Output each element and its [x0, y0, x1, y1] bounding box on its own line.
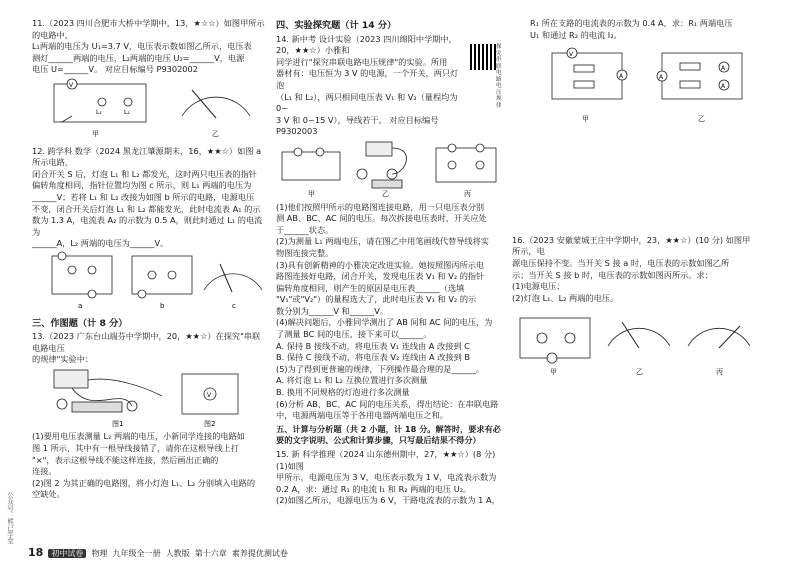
q14-sub-line: 路图连接好电路，闭合开关，发现电压表 V₁ 和 V₂ 的指针 [276, 271, 485, 282]
q11-line: L₁两端的电压为 U₁=3.7 V，电压表示数如图乙所示，电压表 [32, 41, 252, 52]
q13-figure [32, 366, 268, 428]
q14-subquestions [276, 202, 506, 422]
q14-figure [276, 138, 506, 198]
footer-title: 素养提优测试卷 [231, 549, 288, 558]
q13-fig-label-2: 图2 [204, 419, 216, 428]
q12-line: 数为 1.3 A，电流表 A₂ 的示数为 0.5 A，则此时通过 L₁ 的电流为 [32, 215, 263, 237]
q14-sub-line: 于______状态。 [276, 224, 334, 235]
question-15 [276, 449, 506, 507]
footer-brand: 初中试卷 [48, 549, 86, 558]
svg-text:A: A [721, 83, 726, 91]
qr-caption: 探究串联电路电压规律 [496, 44, 502, 109]
column-middle [276, 18, 506, 507]
q15-line: 甲所示，电源电压为 3 V，电压表示数为 1 V，电流表示数为 [276, 472, 497, 483]
q13-sub-line: (2)图 2 为其正确的电路图，将小灯泡 L₁、L₂ 分别填入电路的 [32, 477, 256, 488]
q14-fig-label-a: 甲 [308, 189, 315, 198]
q12-line: 偏转角度相同，指针位置均为图 c 所示，则 L₁ 两端的电压为 [32, 180, 252, 191]
q16-line: 示；当开关 S 接 b 时，电压表的示数如图丙所示。求： [512, 269, 713, 280]
qr-code-icon [470, 44, 496, 70]
svg-text:L₂: L₂ [124, 108, 130, 116]
footer-edition: 人教版 [165, 549, 190, 558]
q13-sub-line: "×"，表示这根导线不能这样连接，然后画出正确的 [32, 454, 219, 465]
q14-sub-line: B. 换用不同规格的灯泡进行多次测量 [276, 387, 410, 398]
q11-line: 测灯______两端的电压，L₂两端的电压 U₂=______V，电源 [32, 52, 245, 63]
q16-line: 16.（2023 安徽蒙城王庄中学期中，23，★★☆）(10 分) 如图甲所示，电 [512, 234, 751, 257]
question-16 [512, 235, 758, 382]
footer-grade: 九年级全一册 [112, 549, 161, 558]
section-3-heading: 三、作图题（计 8 分） [32, 317, 128, 329]
column-right [512, 18, 758, 382]
question-13 [32, 331, 268, 501]
q12-line: 12. 跨学科 数学（2024 黑龙江肇源期末，16，★★☆）如图 a 所示电路， [32, 145, 262, 168]
q13-line: 的规律"实验中： [32, 354, 94, 365]
svg-text:L₁: L₁ [96, 108, 102, 116]
q13-sub-line: 连接。 [32, 466, 57, 477]
q14-line: （L₁ 和 L₂），两只相同电压表 V₁ 和 V₂（量程均为 0~ [276, 91, 458, 114]
q13-fig-label-1: 图1 [112, 419, 124, 428]
q12-line: 闭合开关 S 后，灯泡 L₁ 和 L₂ 都发光，这时两只电压表的指针 [32, 168, 257, 179]
q13-sub-line: (1)要用电压表测量 L₂ 两端的电压，小新同学连接的电路如 [32, 431, 245, 442]
q12-figure [32, 250, 268, 312]
svg-text:A: A [659, 74, 664, 82]
q16-line: 源电压保持不变。当开关 S 接 a 时，电压表的示数如图乙所 [512, 257, 730, 268]
q14-line: 14. 新中考 设计实验（2023 四川绵阳中学期中，20，★★☆）小雅和 [276, 33, 457, 56]
question-12 [32, 146, 268, 316]
q13-line: 13.（2023 广东台山端芬中学期中，20，★★☆）在探究"串联电路电压 [32, 331, 261, 353]
svg-text:V: V [207, 391, 212, 399]
footer-subject: 物理 [91, 549, 108, 558]
q15-line: 15. 新 科学推理（2024 山东德州期中，27，★★☆）(8 分)(1)如图 [276, 449, 496, 471]
q14-sub-line: "V₁"或"V₂"）的量程选大了，此时电压表 V₁ 和 V₂ 的示 [276, 294, 477, 305]
q12-fig-label-a: a [78, 301, 83, 310]
q12-line: 不变，闭合开关后灯泡 L₁ 和 L₂ 都能发光，此时电流表 A₁ 的示 [32, 203, 261, 214]
q12-line: ______A，L₂ 两端的电压为______V。 [32, 238, 169, 249]
q15-figure [512, 41, 758, 125]
q14-sub-line: (2)为测量 L₁ 两端电压，请在图乙中用笔画线代替导线将实 [276, 236, 489, 247]
side-watermark: 公众号：熊已学堂 [6, 492, 14, 544]
question-14 [276, 34, 466, 138]
q11-fig-label-b: 乙 [212, 129, 219, 138]
q14-sub-line: 数分别为______V 和______V。 [276, 305, 389, 316]
q14-sub-line: (1)他们按照甲所示的电路图连接电路，用一只电压表分别 [276, 201, 485, 212]
q14-sub-line: (5)为了得到更普遍的规律，下列操作最合理的是______。 [276, 363, 485, 374]
q16-fig-label-a: 甲 [550, 368, 557, 377]
q11-line: 电压 U=______V。 对应目标编号 P9302002 [32, 64, 198, 75]
q14-sub-line: (6)分析 AB、BC、AC 间的电压关系，得出结论：在串联电路 [276, 398, 499, 409]
q16-figure [512, 304, 758, 378]
q11-figure [32, 76, 268, 142]
q14-sub-line: 测 AB、BC、AC 间的电压。每次拆接电压表时，开关应处 [276, 213, 487, 224]
q15-line: 0.2 A，求：通过 R₁ 的电流 I₁ 和 R₂ 两端的电压 U₂。 [276, 483, 472, 494]
footer-chapter: 第十六章 [194, 549, 227, 558]
question-11 [32, 18, 268, 146]
q14-sub-line: 偏转角度相同，则产生的原因是电压表______（选填 [276, 282, 465, 293]
blank-answer-space [512, 129, 758, 235]
q12-fig-label-c: c [232, 301, 236, 310]
q11-fig-label-a: 甲 [92, 129, 99, 138]
q16-line: (2)灯泡 L₁、L₂ 两端的电压。 [512, 292, 619, 303]
question-15-continued [512, 18, 758, 41]
q13-sub-line: 空缺处。 [32, 489, 65, 500]
q14-sub-line: 中，电源两端电压等于各用电器两端电压之和。 [276, 410, 448, 421]
q16-fig-label-c: 丙 [716, 368, 723, 377]
q15-line: (2)如图乙所示，电源电压为 6 V，干路电流表的示数为 1 A， [276, 495, 500, 506]
q14-sub-line: A. 将灯泡 L₁ 和 L₂ 互换位置进行多次测量 [276, 375, 428, 386]
q14-line: 3 V 和 0~15 V），导线若干。 对应目标编号 P9302003 [276, 114, 439, 137]
svg-text:V: V [569, 51, 574, 59]
q12-line: ______V；若将 L₁ 和 L₂ 改接为如图 b 所示的电路，电源电压 [32, 191, 255, 202]
svg-text:A: A [619, 73, 624, 81]
page-number: 18 [28, 546, 44, 559]
q16-line: (1)电源电压； [512, 281, 565, 292]
q14-sub-line: 物图连接完整。 [276, 247, 334, 258]
q14-fig-label-b: 乙 [382, 189, 389, 198]
q14-sub-line: (3)具有创新精神的小雅决定改进实验。她按照图丙所示电 [276, 259, 485, 270]
q14-fig-label-c: 丙 [464, 189, 471, 198]
page-footer [28, 546, 388, 560]
section-4-heading: 四、实验探究题（计 14 分） [276, 20, 397, 31]
q14-line: 器材有：电压恒为 3 V 的电源，一个开关，两只灯泡 [276, 68, 459, 90]
q13-sub-line: 图 1 所示，其中有一根导线接错了，请你在这根导线上打 [32, 443, 239, 454]
q14-sub-line: (4)解决问题后，小雅同学测出了 AB 间和 AC 间的电压，为 [276, 317, 493, 328]
q16-fig-label-b: 乙 [636, 368, 643, 377]
q14-sub-line: B. 保持 C 接线不动，将电压表 V₂ 连线由 A 改接到 B [276, 352, 471, 363]
q14-sub-line: 了测量 BC 间的电压，接下来可以______。 [276, 329, 432, 340]
q11-line: 11.（2023 四川合肥市大桥中学期中，13，★☆☆）如图甲所示的电路中， [32, 18, 265, 40]
q15-fig-label-b: 乙 [698, 115, 705, 124]
q15-fig-label-a: 甲 [582, 115, 589, 124]
svg-text:V: V [69, 81, 74, 89]
q14-line: 同学进行"探究串联电路电压规律"的实验。所用 [276, 56, 448, 67]
svg-text:A: A [721, 65, 726, 73]
section-5-heading: 五、计算与分析题（共 2 小题，计 18 分。解答时，要求有必要的文字说明、公式和计算步骤，只写最后结果不得分） [276, 423, 501, 446]
column-left [32, 18, 268, 501]
q14-sub-line: A. 保持 B 接线不动，将电压表 V₁ 连线由 A 改接到 C [276, 340, 470, 351]
q15-cont-line: R₁ 所在支路的电流表的示数为 0.4 A，求：R₁ 两端电压 [530, 18, 733, 28]
q15-cont-line: U₁ 和通过 R₂ 的电流 I₂。 [530, 29, 622, 40]
q12-fig-label-b: b [160, 301, 165, 310]
